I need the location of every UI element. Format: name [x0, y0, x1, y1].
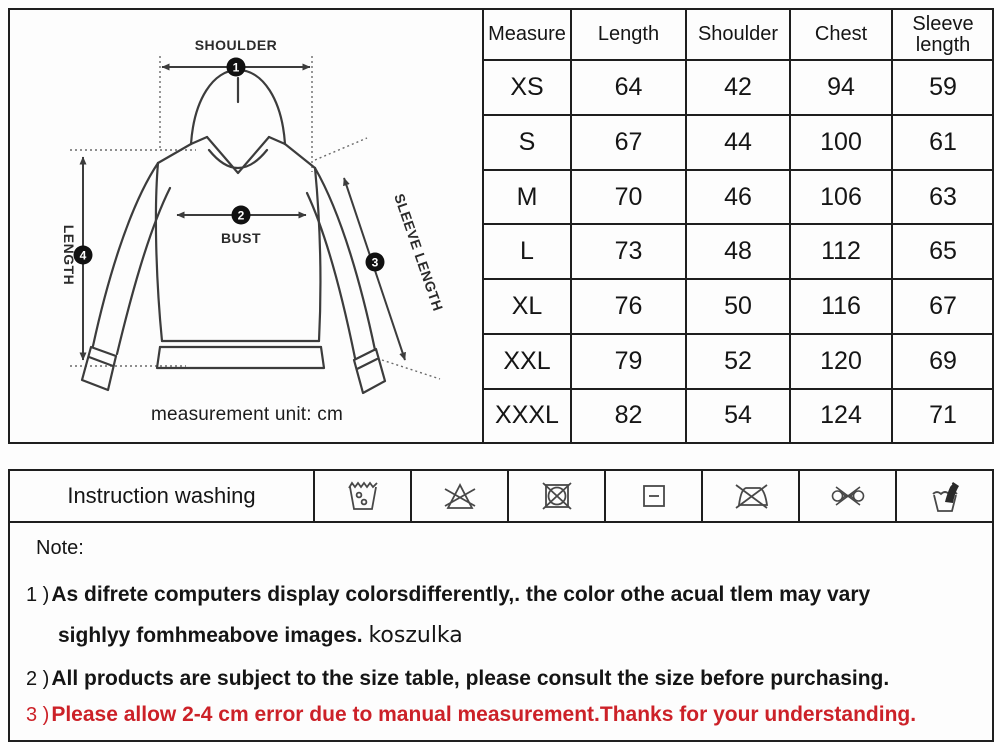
- sleeve-cell: 61: [892, 115, 993, 170]
- shoulder-cell: 42: [686, 60, 790, 115]
- shoulder-cell: 50: [686, 279, 790, 334]
- chest-cell: 106: [790, 170, 892, 225]
- guide-lines: [70, 56, 440, 379]
- do-not-iron-icon: [701, 471, 798, 521]
- size-guide-panel: [8, 8, 994, 444]
- sleeve-cell: 71: [892, 389, 993, 442]
- length-label: LENGTH: [61, 224, 77, 286]
- size-table-header-row: [483, 10, 993, 60]
- chest-cell: 116: [790, 279, 892, 334]
- do-not-tumble-dry-icon: [507, 471, 604, 521]
- note-item-2: [26, 667, 889, 691]
- length-cell: 73: [571, 224, 686, 279]
- marker-shoulder: 1: [232, 60, 240, 75]
- marker-sleeve: 3: [371, 255, 379, 270]
- shoulder-cell: 48: [686, 224, 790, 279]
- length-cell: 70: [571, 170, 686, 225]
- note-1-number: 1 ): [26, 584, 50, 606]
- note-3-text: Please allow 2-4 cm error due to manual measurement.Thanks for your understanding.: [51, 703, 917, 726]
- bust-label: BUST: [220, 230, 262, 246]
- note-1-suffix: koszulka: [368, 623, 463, 648]
- table-row: [483, 115, 993, 170]
- sleeve-cell: 67: [892, 279, 993, 334]
- table-row: [483, 60, 993, 115]
- chest-cell: 112: [790, 224, 892, 279]
- note-2-number: 2 ): [26, 668, 50, 690]
- washing-instructions-label: Instruction washing: [67, 483, 256, 508]
- chest-cell: 124: [790, 389, 892, 442]
- do-not-wring-icon: [798, 471, 895, 521]
- sleeve-cell: 69: [892, 334, 993, 389]
- do-not-bleach-icon: [410, 471, 507, 521]
- chest-cell: 120: [790, 334, 892, 389]
- sleeve-length-label: SLEEVE LENGTH: [391, 191, 447, 314]
- note-2-text: All products are subject to the size table, please consult the size before purchasing.: [51, 667, 890, 690]
- col-chest: Chest: [790, 10, 892, 60]
- shoulder-cell: 44: [686, 115, 790, 170]
- notes-panel: [8, 523, 994, 742]
- shoulder-label: SHOULDER: [194, 37, 278, 53]
- hand-wash-icon: [895, 471, 992, 521]
- table-row: [483, 389, 993, 442]
- length-cell: 67: [571, 115, 686, 170]
- marker-length: 4: [79, 248, 87, 263]
- length-cell: 64: [571, 60, 686, 115]
- size-table: [482, 10, 993, 442]
- shoulder-cell: 46: [686, 170, 790, 225]
- sleeve-cell: 65: [892, 224, 993, 279]
- table-row: [483, 334, 993, 389]
- size-cell: XXL: [483, 334, 571, 389]
- hoodie-measurement-diagram: [10, 10, 484, 442]
- size-cell: L: [483, 224, 571, 279]
- size-cell: XS: [483, 60, 571, 115]
- machine-wash-icon: [313, 471, 410, 521]
- note-item-1-line-1: [26, 583, 870, 607]
- col-shoulder: Shoulder: [686, 10, 790, 60]
- washing-instructions-row: [8, 469, 994, 523]
- col-sleeve-length: Sleeve length: [892, 10, 993, 60]
- shoulder-cell: 52: [686, 334, 790, 389]
- size-cell: M: [483, 170, 571, 225]
- col-length: Length: [571, 10, 686, 60]
- note-title: Note:: [36, 537, 84, 559]
- sleeve-cell: 63: [892, 170, 993, 225]
- dry-flat-icon: [604, 471, 701, 521]
- chest-cell: 100: [790, 115, 892, 170]
- note-3-number: 3 ): [26, 704, 50, 726]
- length-cell: 79: [571, 334, 686, 389]
- note-item-1-line-2: [58, 623, 463, 648]
- chest-cell: 94: [790, 60, 892, 115]
- length-cell: 76: [571, 279, 686, 334]
- marker-bust: 2: [237, 208, 245, 223]
- table-row: [483, 170, 993, 225]
- length-cell: 82: [571, 389, 686, 442]
- size-cell: XL: [483, 279, 571, 334]
- note-1-text: As difrete computers display colorsdifferently,. the color othe acual tlem may vary: [51, 583, 871, 606]
- note-item-3: [26, 703, 916, 727]
- table-row: [483, 224, 993, 279]
- sleeve-cell: 59: [892, 60, 993, 115]
- size-cell: S: [483, 115, 571, 170]
- table-row: [483, 279, 993, 334]
- shoulder-cell: 54: [686, 389, 790, 442]
- size-cell: XXXL: [483, 389, 571, 442]
- col-measure: Measure: [483, 10, 571, 60]
- note-1-text-cont: sighlyy fomhmeabove images.: [58, 624, 363, 647]
- measurement-unit-note: measurement unit: cm: [151, 404, 343, 425]
